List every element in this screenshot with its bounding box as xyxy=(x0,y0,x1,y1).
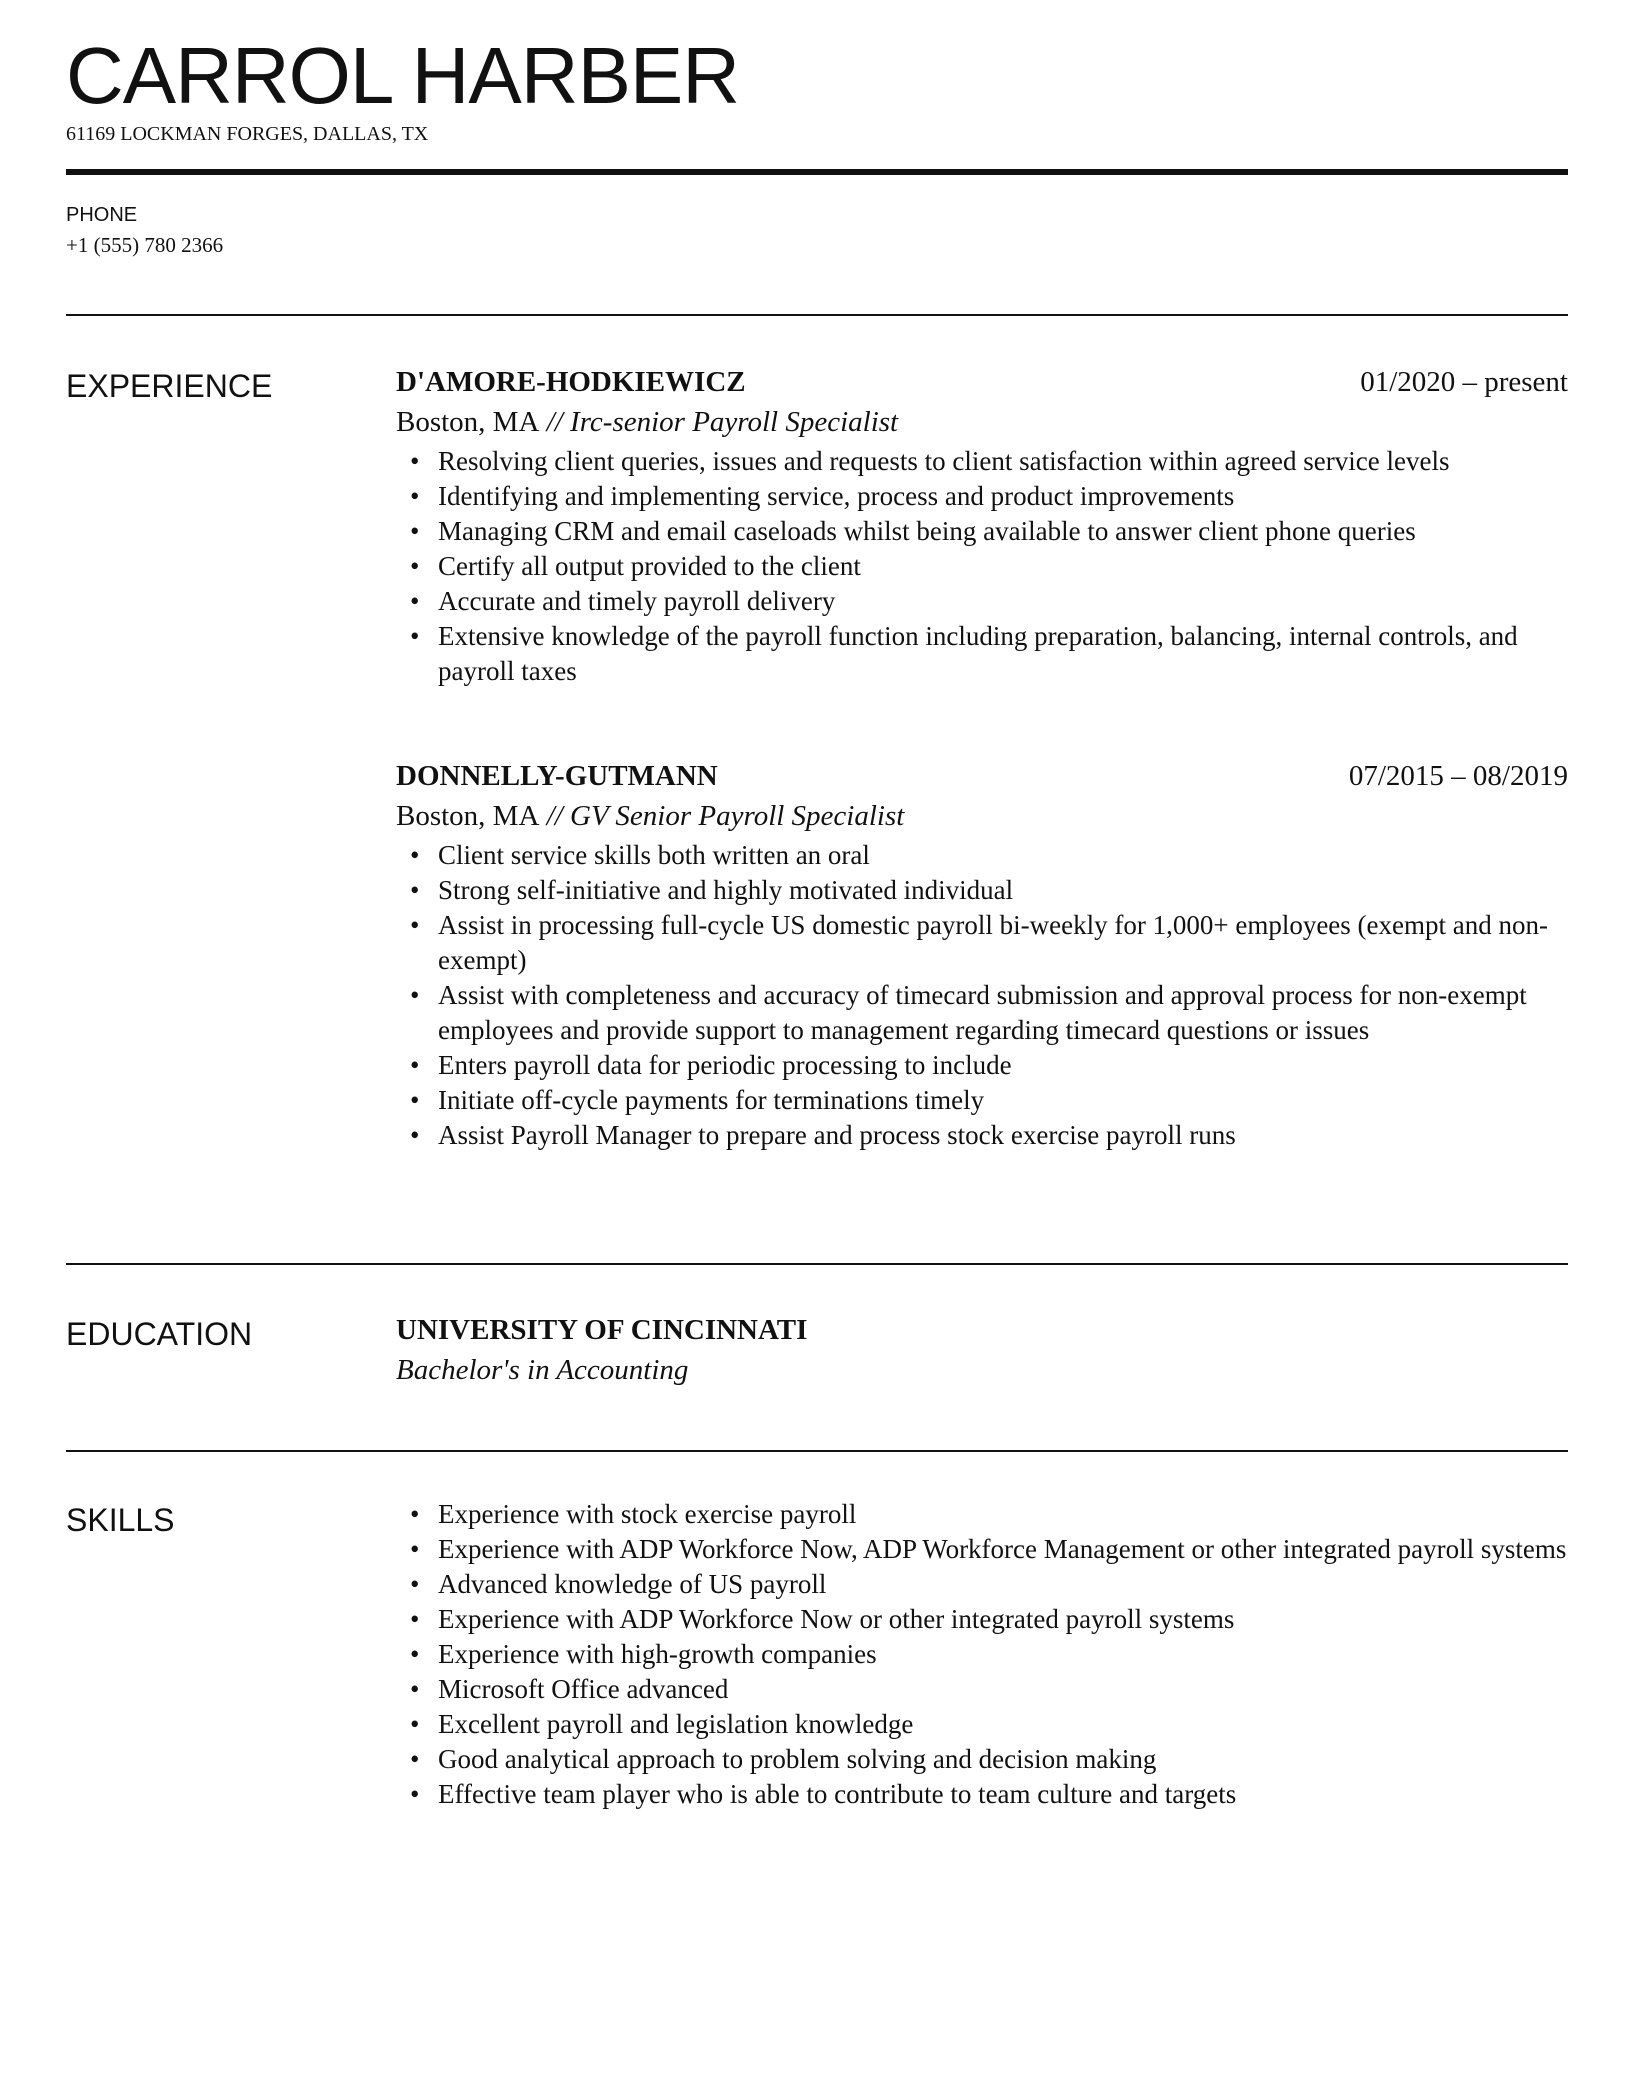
job-location: Boston, MA xyxy=(396,800,540,832)
list-item: • Identifying and implementing service, process and product improvements xyxy=(438,479,1568,514)
list-item: • Enters payroll data for periodic processing to include xyxy=(438,1048,1568,1083)
company-name: D'AMORE-HODKIEWICZ xyxy=(396,366,746,398)
list-item: • Microsoft Office advanced xyxy=(438,1672,1568,1707)
list-item: • Good analytical approach to problem solving and decision making xyxy=(438,1742,1568,1777)
list-item: • Experience with ADP Workforce Now, ADP Workforce Management or other integrated payroll systems xyxy=(438,1532,1568,1567)
job-role: GV Senior Payroll Specialist xyxy=(570,800,905,832)
section-divider xyxy=(66,1450,1568,1452)
school-name: UNIVERSITY OF CINCINNATI xyxy=(396,1314,808,1346)
list-item: • Experience with ADP Workforce Now or other integrated payroll systems xyxy=(438,1602,1568,1637)
list-item: • Advanced knowledge of US payroll xyxy=(438,1567,1568,1602)
list-item: • Accurate and timely payroll delivery xyxy=(438,584,1568,619)
phone-number: +1 (555) 780 2366 xyxy=(66,233,224,257)
list-item: • Assist Payroll Manager to prepare and process stock exercise payroll runs xyxy=(438,1118,1568,1153)
list-item: • Extensive knowledge of the payroll function including preparation, balancing, internal controls, and payroll taxes xyxy=(438,619,1568,689)
job-header xyxy=(396,362,1568,402)
job-location-role xyxy=(396,796,1568,836)
header-divider xyxy=(66,169,1568,175)
job-bullets xyxy=(396,838,1568,1153)
list-item: • Client service skills both written an oral xyxy=(438,838,1568,873)
experience-heading: EXPERIENCE xyxy=(66,368,273,404)
list-item: • Managing CRM and email caseloads whilst being available to answer client phone queries xyxy=(438,514,1568,549)
list-item: • Assist with completeness and accuracy of timecard submission and approval process for non-exempt employees and provide support to management regarding timecard questions or issues xyxy=(438,978,1568,1048)
job-header xyxy=(396,756,1568,796)
job-bullets xyxy=(396,444,1568,689)
list-item: • Effective team player who is able to contribute to team culture and targets xyxy=(438,1777,1568,1812)
address: 61169 LOCKMAN FORGES, DALLAS, TX xyxy=(66,123,429,145)
list-item: • Strong self-initiative and highly motivated individual xyxy=(438,873,1568,908)
section-divider xyxy=(66,314,1568,316)
skills-entry xyxy=(396,1497,1568,1812)
job-location-role xyxy=(396,402,1568,442)
job-dates: 01/2020 – present xyxy=(1360,366,1568,398)
list-item: • Experience with high-growth companies xyxy=(438,1637,1568,1672)
phone-label: PHONE xyxy=(66,204,138,226)
section-divider xyxy=(66,1263,1568,1265)
list-item: • Excellent payroll and legislation knowledge xyxy=(438,1707,1568,1742)
job-entry xyxy=(396,362,1568,689)
job-role: Irc-senior Payroll Specialist xyxy=(570,406,899,438)
skills-heading: SKILLS xyxy=(66,1502,175,1538)
job-dates: 07/2015 – 08/2019 xyxy=(1348,760,1568,792)
list-item: • Certify all output provided to the client xyxy=(438,549,1568,584)
job-location: Boston, MA xyxy=(396,406,540,438)
job-entry xyxy=(396,756,1568,1153)
list-item: • Initiate off-cycle payments for terminations timely xyxy=(438,1083,1568,1118)
list-item: • Assist in processing full-cycle US domestic payroll bi-weekly for 1,000+ employees (exempt and non-exempt) xyxy=(438,908,1568,978)
candidate-name: CARROL HARBER xyxy=(66,31,740,120)
skills-list xyxy=(396,1497,1568,1812)
list-item: • Resolving client queries, issues and requests to client satisfaction within agreed service levels xyxy=(438,444,1568,479)
degree: Bachelor's in Accounting xyxy=(396,1354,689,1386)
education-heading: EDUCATION xyxy=(66,1316,253,1352)
list-item: • Experience with stock exercise payroll xyxy=(438,1497,1568,1532)
role-separator: // xyxy=(539,800,571,832)
company-name: DONNELLY-GUTMANN xyxy=(396,760,718,792)
role-separator: // xyxy=(539,406,571,438)
education-entry xyxy=(396,1310,1568,1390)
